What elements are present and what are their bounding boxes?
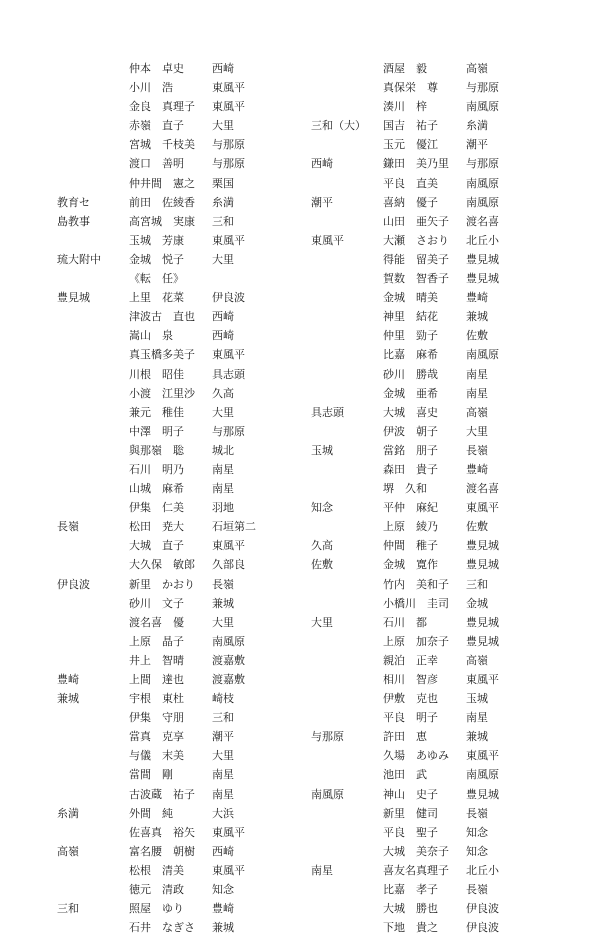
destination-school: 東風平 — [212, 539, 245, 553]
person-name: 金良 真理子 — [129, 100, 195, 114]
person-name: 山田 亜矢子 — [383, 214, 449, 228]
person-name: 平良 直美 — [383, 176, 438, 190]
person-name: 宇根 東杜 — [129, 692, 184, 706]
person-name: 大城 勝也 — [383, 902, 438, 916]
person-name: 外間 純 — [129, 806, 173, 820]
destination-school: 南風原 — [212, 634, 245, 648]
person-name: 佐喜真 裕矢 — [129, 825, 195, 839]
destination-school: 東風平 — [466, 673, 499, 686]
destination-school: 南星 — [212, 482, 234, 496]
person-name: 神山 史子 — [383, 787, 438, 801]
school-name: 与那原 — [311, 730, 344, 744]
destination-school: 大里 — [212, 405, 234, 419]
destination-school: 南星 — [212, 462, 234, 476]
destination-school: 潮平 — [212, 730, 234, 744]
person-name: 金城 寛作 — [383, 558, 438, 572]
person-name: 上原 晶子 — [129, 634, 184, 648]
destination-school: 東風平 — [212, 81, 245, 95]
school-name: 高嶺 — [57, 844, 79, 858]
destination-school: 与那原 — [212, 424, 245, 438]
person-name: 大城 直子 — [129, 539, 184, 553]
person-name: 與那嶺 聡 — [129, 443, 184, 457]
person-name: 上原 綾乃 — [383, 520, 438, 534]
person-name: 酒屋 毅 — [383, 62, 427, 75]
destination-school: 南星 — [212, 768, 234, 782]
destination-school: 南風原 — [466, 768, 499, 782]
person-name: 玉城 芳康 — [129, 233, 184, 247]
destination-school: 南星 — [212, 787, 234, 801]
destination-school: 佐敷 — [466, 329, 488, 343]
person-name: 砂川 勝哉 — [383, 367, 438, 381]
person-name: 新里 健司 — [383, 806, 438, 820]
person-name: 伊集 仁美 — [129, 501, 184, 515]
person-name: 池田 武 — [383, 768, 427, 782]
person-name: 伊敷 克也 — [383, 692, 438, 706]
person-name: 上原 加奈子 — [383, 634, 449, 648]
person-name: 与儀 末美 — [129, 749, 184, 763]
person-name: 鎌田 美乃里 — [383, 157, 449, 171]
person-name: 大城 美奈子 — [383, 844, 449, 858]
destination-school: 南風原 — [466, 348, 499, 362]
destination-school: 大里 — [212, 252, 234, 266]
destination-school: 渡嘉敷 — [212, 673, 245, 686]
person-name: 真玉橋多美子 — [129, 348, 195, 362]
person-name: 上間 達也 — [129, 673, 184, 686]
person-name: 石川 明乃 — [129, 462, 184, 476]
destination-school: 南風原 — [466, 195, 499, 209]
destination-school: 豊見城 — [466, 539, 499, 553]
person-name: 渡口 善明 — [129, 157, 184, 171]
destination-school: 大浜 — [212, 806, 234, 820]
destination-school: 知念 — [466, 825, 488, 839]
destination-school: 豊崎 — [466, 462, 488, 476]
person-name: 當真 克享 — [129, 730, 184, 744]
school-name: 潮平 — [311, 195, 333, 209]
person-name: 大城 喜史 — [383, 405, 438, 419]
school-name: 知念 — [311, 501, 333, 515]
destination-school: 城北 — [212, 443, 234, 457]
person-name: 上里 花菜 — [129, 291, 184, 305]
person-name: 富名腰 朝樹 — [129, 844, 195, 858]
destination-school: 知念 — [212, 883, 234, 897]
destination-school: 東風平 — [212, 100, 245, 114]
school-name: 佐敷 — [311, 558, 333, 572]
person-name: 金城 晴美 — [383, 291, 438, 305]
destination-school: 西崎 — [212, 310, 234, 324]
destination-school: 東風平 — [466, 749, 499, 763]
person-name: 中澤 明子 — [129, 424, 184, 438]
destination-school: 豊見城 — [466, 252, 499, 266]
person-name: 當間 剛 — [129, 768, 173, 782]
person-name: 平良 聖子 — [383, 825, 438, 839]
destination-school: 知念 — [466, 844, 488, 858]
person-name: 玉元 優江 — [383, 138, 438, 152]
person-name: 喜納 優子 — [383, 195, 438, 209]
person-name: 徳元 清政 — [129, 883, 184, 897]
destination-school: 栗国 — [212, 176, 234, 190]
school-name: 兼城 — [57, 692, 79, 706]
school-name: 具志頭 — [311, 405, 344, 419]
destination-school: 南星 — [466, 367, 488, 381]
school-name: 教育セ — [57, 195, 90, 209]
person-name: 嵩山 泉 — [129, 329, 173, 343]
destination-school: 北丘小 — [466, 233, 499, 247]
destination-school: 潮平 — [466, 138, 488, 152]
person-name: 仲間 稚子 — [383, 539, 438, 553]
person-name: 相川 智彦 — [383, 673, 438, 686]
destination-school: 伊良波 — [212, 291, 245, 305]
person-name: 比嘉 麻希 — [383, 348, 438, 362]
destination-school: 渡名喜 — [466, 482, 499, 496]
destination-school: 玉城 — [466, 692, 488, 706]
destination-school: 東風平 — [212, 233, 245, 247]
school-name: 豊崎 — [57, 673, 79, 686]
person-name: 石井 なぎさ — [129, 921, 195, 935]
person-name: 山城 麻希 — [129, 482, 184, 496]
school-name: 三和 — [57, 902, 79, 916]
destination-school: 糸満 — [212, 195, 234, 209]
person-name: 伊波 朝子 — [383, 424, 438, 438]
destination-school: 南風原 — [466, 100, 499, 114]
destination-school: 佐敷 — [466, 520, 488, 534]
destination-school: 伊良波 — [466, 902, 499, 916]
destination-school: 高嶺 — [466, 62, 488, 75]
person-name: 小川 浩 — [129, 81, 173, 95]
person-name: 許田 恵 — [383, 730, 427, 744]
school-name: 島教事 — [57, 214, 90, 228]
person-name: 金城 亜希 — [383, 386, 438, 400]
person-name: 小渡 江里沙 — [129, 386, 195, 400]
school-name: 豊見城 — [57, 291, 90, 305]
destination-school: 豊崎 — [466, 291, 488, 305]
destination-school: 南星 — [466, 711, 488, 725]
destination-school: 渡嘉敷 — [212, 653, 245, 667]
person-name: 親泊 正幸 — [383, 653, 438, 667]
destination-school: 石垣第二 — [212, 520, 256, 534]
person-name: 仲本 卓史 — [129, 62, 184, 75]
destination-school: 豊見城 — [466, 634, 499, 648]
person-name: 大瀬 さおり — [383, 233, 449, 247]
person-name: 照屋 ゆり — [129, 902, 184, 916]
school-name: 琉大附中 — [57, 252, 101, 266]
school-name: 伊良波 — [57, 577, 90, 591]
person-name: 比嘉 孝子 — [383, 883, 438, 897]
destination-school: 西崎 — [212, 844, 234, 858]
destination-school: 東風平 — [212, 825, 245, 839]
person-name: 平良 明子 — [383, 711, 438, 725]
destination-school: 東風平 — [466, 501, 499, 515]
person-name: 松田 尭大 — [129, 520, 184, 534]
destination-school: 兼城 — [466, 310, 488, 324]
person-name: 井上 智晴 — [129, 653, 184, 667]
person-name: 大久保 敏郎 — [129, 558, 195, 572]
destination-school: 兼城 — [466, 730, 488, 744]
destination-school: 三和 — [466, 577, 488, 591]
person-name: 賀数 智香子 — [383, 272, 449, 286]
destination-school: 大里 — [212, 615, 234, 629]
destination-school: 長嶺 — [466, 806, 488, 820]
person-name: 久場 あゆみ — [383, 749, 449, 763]
person-name: 赤嶺 直子 — [129, 119, 184, 133]
destination-school: 長嶺 — [466, 443, 488, 457]
person-name: 得能 留美子 — [383, 252, 449, 266]
school-name: 長嶺 — [57, 520, 79, 534]
person-name: 伊集 守朋 — [129, 711, 184, 725]
destination-school: 具志頭 — [212, 367, 245, 381]
destination-school: 豊見城 — [466, 787, 499, 801]
destination-school: 豊見城 — [466, 272, 499, 286]
person-name: 《転 任》 — [129, 272, 184, 286]
person-name: 真保栄 尊 — [383, 81, 438, 95]
school-name: 久高 — [311, 539, 333, 553]
person-name: 當銘 朋子 — [383, 443, 438, 457]
destination-school: 三和 — [212, 711, 234, 725]
person-name: 古波蔵 祐子 — [129, 787, 195, 801]
person-name: 宮城 千枝美 — [129, 138, 195, 152]
person-name: 砂川 文子 — [129, 596, 184, 610]
person-name: 森田 貴子 — [383, 462, 438, 476]
person-name: 石川 都 — [383, 615, 427, 629]
destination-school: 東風平 — [212, 863, 245, 877]
destination-school: 長嶺 — [466, 883, 488, 897]
person-name: 高宮城 実康 — [129, 214, 195, 228]
destination-school: 伊良波 — [466, 921, 499, 935]
destination-school: 金城 — [466, 596, 488, 610]
school-name: 玉城 — [311, 443, 333, 457]
school-name: 西崎 — [311, 157, 333, 171]
destination-school: 三和 — [212, 214, 234, 228]
person-name: 喜友名真理子 — [383, 863, 449, 877]
destination-school: 与那原 — [466, 157, 499, 171]
person-name: 渡名喜 優 — [129, 615, 184, 629]
person-name: 新里 かおり — [129, 577, 195, 591]
destination-school: 大里 — [466, 424, 488, 438]
person-name: 下地 貴之 — [383, 921, 438, 935]
school-name: 東風平 — [311, 233, 344, 247]
school-name: 大里 — [311, 615, 333, 629]
person-name: 国吉 祐子 — [383, 119, 438, 133]
person-name: 湊川 梓 — [383, 100, 427, 114]
destination-school: 長嶺 — [212, 577, 234, 591]
person-name: 金城 悦子 — [129, 252, 184, 266]
school-name: 南星 — [311, 863, 333, 877]
destination-school: 豊崎 — [212, 902, 234, 916]
person-name: 兼元 稚佳 — [129, 405, 184, 419]
destination-school: 糸満 — [466, 119, 488, 133]
person-name: 竹内 美和子 — [383, 577, 449, 591]
person-name: 堺 久和 — [383, 482, 427, 496]
person-name: 仲里 勁子 — [383, 329, 438, 343]
destination-school: 東風平 — [212, 348, 245, 362]
person-name: 神里 結花 — [383, 310, 438, 324]
destination-school: 北丘小 — [466, 863, 499, 877]
person-name: 松根 清美 — [129, 863, 184, 877]
destination-school: 豊見城 — [466, 615, 499, 629]
destination-school: 与那原 — [212, 138, 245, 152]
person-name: 仲井間 憲之 — [129, 176, 195, 190]
person-name: 前田 佐綾香 — [129, 195, 195, 209]
destination-school: 南風原 — [466, 176, 499, 190]
destination-school: 与那原 — [466, 81, 499, 95]
person-name: 小橋川 圭司 — [383, 596, 449, 610]
destination-school: 高嶺 — [466, 653, 488, 667]
destination-school: 与那原 — [212, 157, 245, 171]
destination-school: 渡名喜 — [466, 214, 499, 228]
destination-school: 久高 — [212, 386, 234, 400]
person-name: 平仲 麻紀 — [383, 501, 438, 515]
destination-school: 豊見城 — [466, 558, 499, 572]
school-name: 三和（大） — [311, 119, 366, 133]
destination-school: 兼城 — [212, 921, 234, 935]
person-name: 川根 昭佳 — [129, 367, 184, 381]
destination-school: 崎枝 — [212, 692, 234, 706]
destination-school: 大里 — [212, 119, 234, 133]
destination-school: 高嶺 — [466, 405, 488, 419]
destination-school: 西崎 — [212, 62, 234, 75]
school-name: 南風原 — [311, 787, 344, 801]
destination-school: 久部良 — [212, 558, 245, 572]
destination-school: 羽地 — [212, 501, 234, 515]
destination-school: 西崎 — [212, 329, 234, 343]
person-name: 津波古 直也 — [129, 310, 195, 324]
destination-school: 大里 — [212, 749, 234, 763]
destination-school: 兼城 — [212, 596, 234, 610]
school-name: 糸満 — [57, 806, 79, 820]
destination-school: 南星 — [466, 386, 488, 400]
